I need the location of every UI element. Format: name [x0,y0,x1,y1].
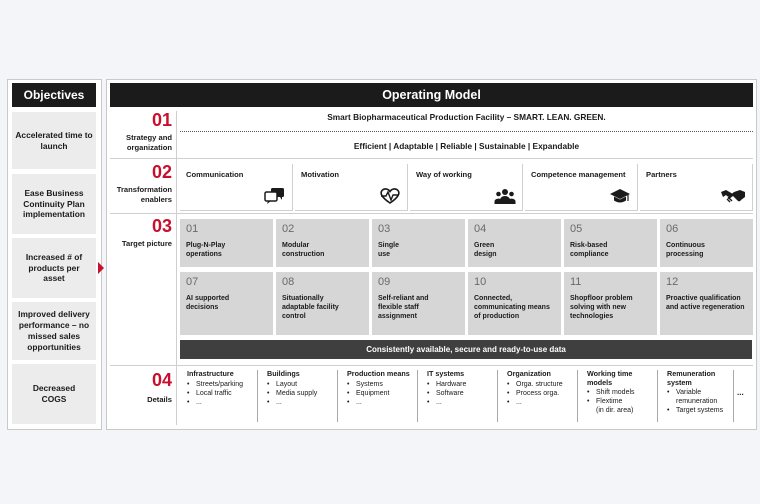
detail-working-time-models [580,370,658,422]
chat-icon [264,187,286,205]
enabler-label: Way of working [416,170,472,179]
detail-item: • Orga. structure [507,380,577,389]
target-cell-number: 06 [666,223,679,235]
target-cell-label: Single use [378,242,400,259]
detail-buildings [260,370,338,422]
enabler-label: Partners [646,170,677,179]
graduation-cap-icon [609,187,631,205]
detail-remuneration-system [660,370,734,422]
target-cell-03 [372,219,465,267]
detail-title: Remuneration system [667,369,716,387]
row-number-04: 04 [151,370,172,390]
objective-item: Decreased COGS [12,364,96,424]
detail-title: Working time models [587,369,633,387]
detail-item: (in dir. area) [596,407,634,415]
target-cell-label: Risk-based compliance [570,242,609,259]
detail-item: • Layout [267,380,337,389]
team-icon [494,187,516,205]
target-cell-label: Green design [474,242,497,259]
target-cell-06 [660,219,753,267]
detail-title: Organization [507,369,551,378]
enabler-competence-management [525,164,638,211]
detail-item: • Streets/parking [187,380,257,389]
target-cell-number: 09 [378,276,391,288]
target-cell-02 [276,219,369,267]
target-cell-number: 07 [186,276,199,288]
enabler-label: Communication [186,170,244,179]
heartbeat-icon [379,187,401,205]
detail-item: • Software [427,389,497,398]
objective-item: Improved delivery performance – no missed sales opportunities [12,302,96,360]
target-cell-number: 10 [474,276,487,288]
target-cell-12 [660,272,753,335]
row-label-details: Details [147,395,172,404]
row-label-strategy: Strategy and organization [126,133,172,153]
strategy-title: Smart Biopharmaceutical Production Facility – SMART. LEAN. GREEN. [327,112,606,122]
detail-item: • ... [507,398,577,407]
detail-item: • Media supply [267,389,337,398]
strategy-values: Efficient | Adaptable | Reliable | Sustainable | Expandable [353,141,580,151]
enabler-way-of-working [410,164,523,211]
target-cell-number: 03 [378,223,391,235]
target-cell-number: 12 [666,276,679,288]
detail-item: • Local traffic [187,389,257,398]
target-cell-08 [276,272,369,335]
target-cell-04 [468,219,561,267]
target-cell-01 [180,219,273,267]
detail-item: • ... [267,398,337,407]
target-cell-label: Situationally adaptable facility control [282,295,339,321]
objectives-header: Objectives [12,83,96,107]
target-cell-label: Plug-N-Play operations [186,242,226,259]
enabler-partners [640,164,753,211]
operating-model-header: Operating Model [110,83,753,107]
target-cell-09 [372,272,465,335]
detail-title: Production means [347,369,410,378]
target-cell-number: 05 [570,223,583,235]
target-cell-number: 11 [570,276,582,288]
row-label-target: Target picture [121,239,172,248]
detail-item: • Systems [347,380,417,389]
detail-item: • Process orga. [507,389,577,398]
target-cell-label: Proactive qualification and active regeneration [666,295,745,312]
row-number-02: 02 [151,162,172,182]
detail-item: • Shift models [587,388,657,397]
detail-item: • Hardware [427,380,497,389]
target-cell-label: Connected, communicating means of production [474,295,550,321]
target-cell-label: Self-reliant and flexible staff assignment [378,295,429,321]
enabler-communication [180,164,293,211]
row-number-03: 03 [151,216,172,236]
enabler-label: Motivation [301,170,339,179]
data-bar: Consistently available, secure and ready-to-use data [180,340,752,359]
detail-title: IT systems [427,369,465,378]
enabler-motivation [295,164,408,211]
target-cell-label: Continuous processing [666,242,705,259]
detail-item: • ... [427,398,497,407]
target-cell-07 [180,272,273,335]
handshake-icon [720,187,746,205]
objective-item: Accelerated time to launch [12,112,96,169]
target-cell-label: Shopfloor problem solving with new technologies [570,295,633,321]
row-number-01: 01 [151,110,172,130]
details-more: ... [737,388,744,397]
detail-item: • Flextime [587,397,657,406]
target-cell-number: 02 [282,223,295,235]
detail-production-means [340,370,418,422]
target-cell-11 [564,272,657,335]
row-separator [110,365,753,366]
detail-title: Infrastructure [187,369,234,378]
arrow-right-icon [98,262,104,274]
target-cell-number: 01 [186,223,199,235]
target-cell-number: 04 [474,223,487,235]
target-cell-10 [468,272,561,335]
objective-item: Increased # of products per asset [12,238,96,298]
objective-item: Ease Business Continuity Plan implementation [12,174,96,234]
enabler-label: Competence management [531,170,626,179]
detail-title: Buildings [267,369,300,378]
row-label-enablers: Transformation enablers [116,185,172,205]
target-cell-number: 08 [282,276,295,288]
detail-item: • Equipment [347,389,417,398]
detail-item: • Variable remuneration [667,388,723,406]
target-cell-05 [564,219,657,267]
target-cell-label: AI supported decisions [186,295,230,312]
detail-it-systems [420,370,498,422]
dotted-divider [180,131,753,132]
target-cell-label: Modular construction [282,242,325,259]
detail-item: • ... [187,398,257,407]
detail-infrastructure [180,370,258,422]
detail-item: • Target systems [667,406,733,415]
detail-organization [500,370,578,422]
detail-item: • ... [347,398,417,407]
row-separator [110,213,753,214]
row-separator [110,158,753,159]
